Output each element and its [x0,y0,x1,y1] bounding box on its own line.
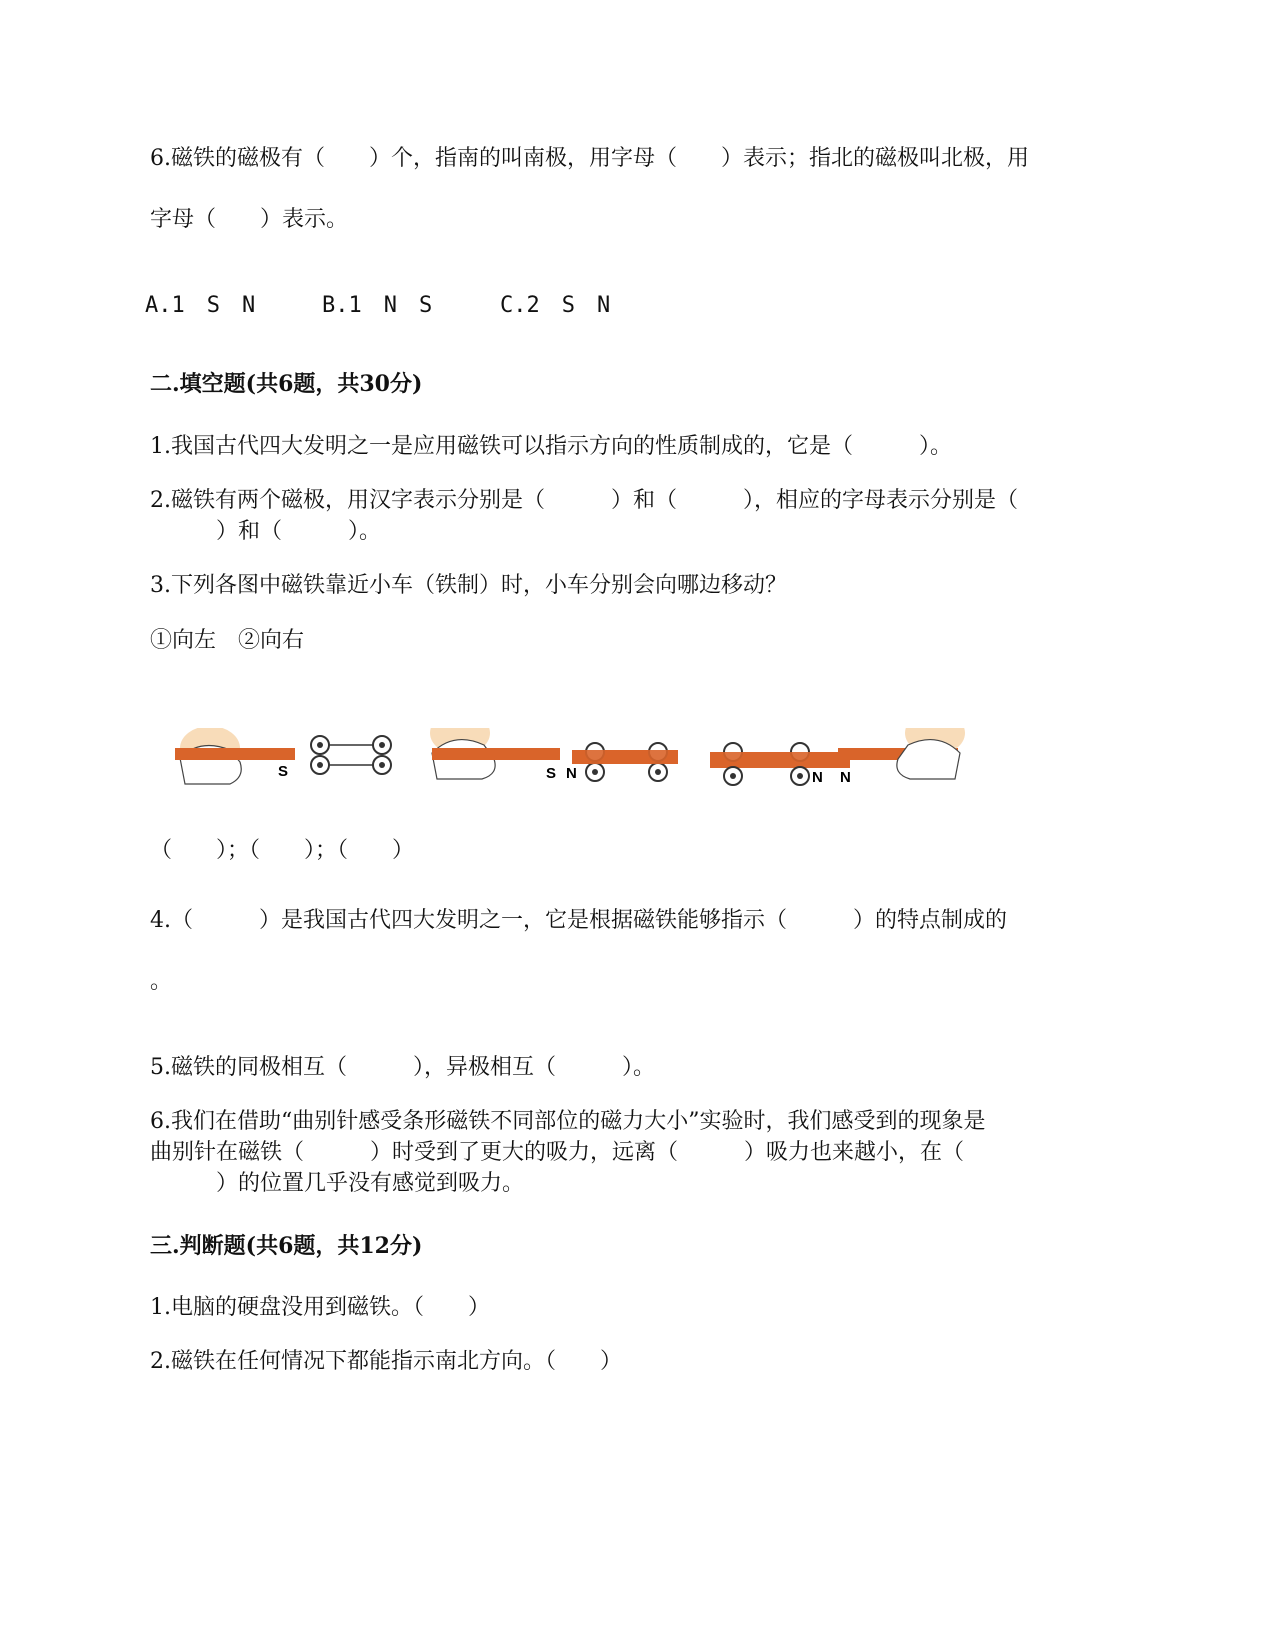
fig3-magnet-pole-label: N [840,769,851,786]
option-a: A.1 S N [145,293,256,318]
figure-1 [175,728,391,784]
wheel-hub [797,773,803,779]
wheel-hub [730,773,736,779]
q6-line2: 字母（ ）表示。 [150,207,349,232]
figure-3 [710,728,965,786]
section-2-heading: 二.填空题(共6题，共30分) [150,371,423,397]
fill-q6-line2: 曲别针在磁铁（ ）时受到了更大的吸力，远离（ ）吸力也来越小，在（ [150,1140,965,1165]
fill-q4-line2: 。 [150,969,173,994]
fill-q3: 3.下列各图中磁铁靠近小车（铁制）时，小车分别会向哪边移动？ [150,573,787,598]
fill-q1: 1.我国古代四大发明之一是应用磁铁可以指示方向的性质制成的，它是（ ）。 [150,434,952,459]
judge-q2: 2.磁铁在任何情况下都能指示南北方向。（ ） [150,1349,622,1374]
bar-magnet-icon [432,748,560,760]
wheel-hub [317,762,323,768]
fig2-magnet-pole-label: S [546,765,557,782]
option-b: B.1 N S [322,293,433,318]
fill-q5: 5.磁铁的同极相互（ ），异极相互（ ）。 [150,1055,655,1080]
wheel-hub [379,762,385,768]
section-3-heading: 三.判断题(共6题，共12分) [150,1233,423,1259]
fill-q3-choices: ①向左 ②向右 [150,628,305,653]
wheel-hub [379,742,385,748]
wheel-hub [655,769,661,775]
fig3-cart-pole-label: N [812,769,823,786]
cart-magnet-overlay [572,750,678,764]
cart-magnet-overlay [710,752,850,768]
magnet-cart-figure [170,728,1020,828]
fill-q4-line1: 4.（ ）是我国古代四大发明之一，它是根据磁铁能够指示（ ）的特点制成的 [150,908,1007,933]
judge-q1: 1.电脑的硬盘没用到磁铁。（ ） [150,1295,490,1320]
fill-q6-line3: ）的位置几乎没有感觉到吸力。 [150,1171,525,1196]
fig2-cart-pole-label: N [566,765,577,782]
hand-icon [897,740,960,779]
fill-q3-answers: （ ）；（ ）；（ ） [150,838,415,863]
q6-line1: 6.磁铁的磁极有（ ）个，指南的叫南极，用字母（ ）表示；指北的磁极叫北极，用 [150,146,1029,171]
figure-2 [430,728,678,782]
fill-q2-line2: ）和（ ）。 [150,519,382,544]
bar-magnet-icon [175,748,295,760]
wheel-hub [317,742,323,748]
fig1-pole-label: S [278,763,289,780]
fill-q2-line1: 2.磁铁有两个磁极，用汉字表示分别是（ ）和（ ），相应的字母表示分别是（ [150,488,1018,513]
option-c: C.2 S N [500,293,611,318]
wheel-hub [592,769,598,775]
fill-q6-line1: 6.我们在借助“曲别针感受条形磁铁不同部位的磁力大小”实验时，我们感受到的现象是 [150,1109,986,1134]
